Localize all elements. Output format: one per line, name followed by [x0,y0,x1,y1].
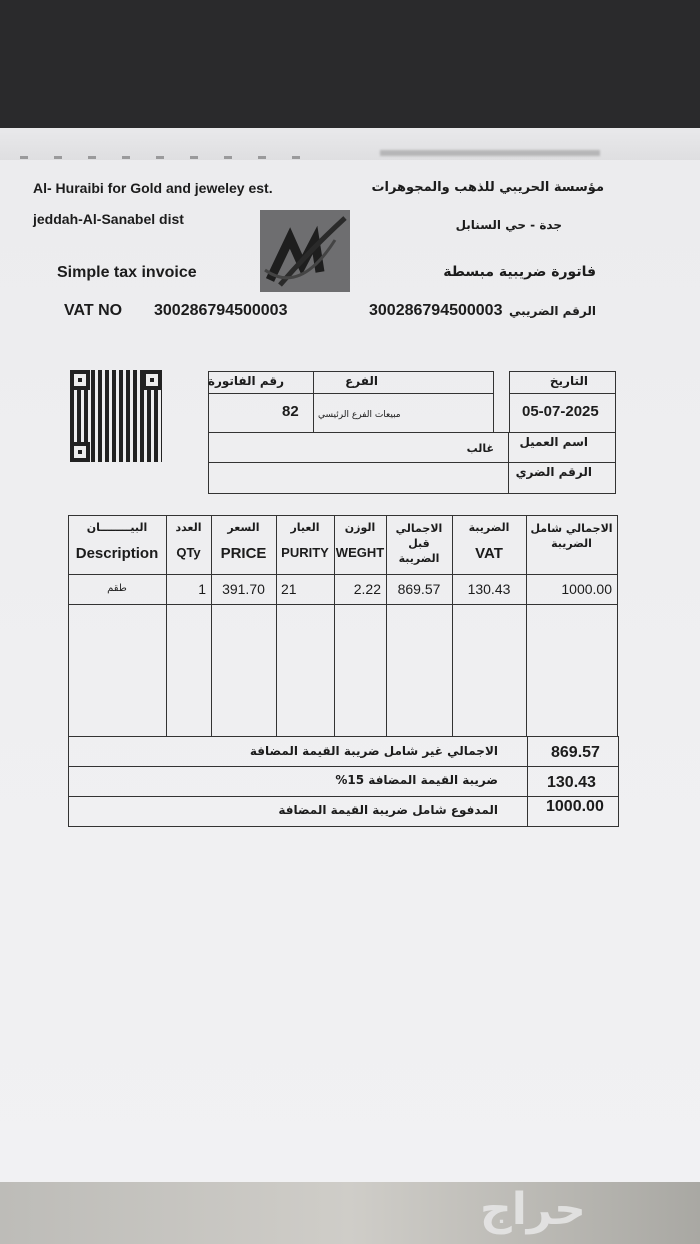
divider [68,574,618,575]
divider [508,432,509,494]
cell-vat: 130.43 [467,581,511,597]
divider [208,393,494,394]
qr-finder-icon [142,370,162,390]
column-header-en: Description [75,545,159,562]
column-header-ar: العيار [290,521,320,534]
doc-type-en: Simple tax invoice [57,264,197,281]
customer-value: غالب [466,442,494,455]
divider [68,604,618,605]
divider [208,462,616,463]
logo-mark-icon [260,210,350,292]
tax-no-label: الرقم الضري [515,465,592,479]
vat-number-ar: 300286794500003 [369,302,503,319]
invoice-no-label: رقم الفاتورة [207,374,284,388]
company-logo [260,210,350,292]
address-en: jeddah-Al-Sanabel dist [33,211,184,227]
doc-type-ar: فاتورة ضريبية مبسطة [443,264,596,280]
customer-label: اسم العميل [519,435,588,449]
column-header-ar: الاجمالي شامل الضريبة [530,522,613,550]
cell-price: 391.70 [222,581,265,597]
divider [68,766,619,767]
paid-value: 1000.00 [546,798,604,815]
branch-value: مبيعات الفرع الرئيسي [318,410,401,420]
column-header-ar: الضريبة [468,521,510,534]
qr-code [70,370,162,462]
cell-description: طقم [107,583,127,594]
branch-label: الفرع [345,374,378,388]
divider [527,736,528,827]
company-name-en: Al- Huraibi for Gold and jeweley est. [33,180,273,196]
address-ar: جدة - حي السنابل [455,218,562,232]
cell-qty: 1 [198,581,206,597]
cell-purity: 21 [281,581,297,597]
blurred-text [20,156,310,159]
date-label: التاريخ [549,374,588,388]
qr-finder-icon [70,442,90,462]
column-header-ar: العدد [175,521,202,534]
subtotal-value: 869.57 [551,744,600,761]
column-header-en: QTy [176,545,201,560]
column-header-en: WEGHT [335,545,385,560]
divider [313,371,314,433]
vat-label-ar: الرقم الضريبي [509,304,596,318]
company-name-ar: مؤسسة الحريبي للذهب والمجوهرات [371,180,604,195]
column-header-ar: الوزن [344,521,376,534]
divider [509,393,616,394]
vat-number-en: 300286794500003 [154,302,288,319]
column-header-ar: البيــــــــان [86,521,148,534]
column-header-en: VAT [475,545,503,562]
vat-total-value: 130.43 [547,774,596,791]
column-header-ar: السعر [227,521,260,534]
haraj-watermark: حراج [480,1184,586,1235]
vat-label-en: VAT NO [64,302,123,319]
blurred-text [380,150,600,156]
column-header-en: PURITY [281,545,329,560]
cell-subtotal: 869.57 [397,581,441,597]
date-value: 05-07-2025 [522,403,599,420]
cell-total: 1000.00 [561,581,612,597]
vat-total-label: ضريبة القيمة المضافة 15% [335,773,498,787]
divider [68,796,619,797]
subtotal-label: الاجمالي غير شامل ضريبة القيمة المضافة [249,744,498,758]
paid-label: المدفوع شامل ضريبة القيمة المضافة [278,803,498,817]
column-header-ar: الاجمالي قبل الضريبة [395,522,443,565]
qr-finder-icon [70,370,90,390]
table-surface [0,1182,700,1244]
column-header-en: PRICE [220,545,267,562]
cell-weight: 2.22 [353,581,381,597]
invoice-no: 82 [282,403,299,420]
